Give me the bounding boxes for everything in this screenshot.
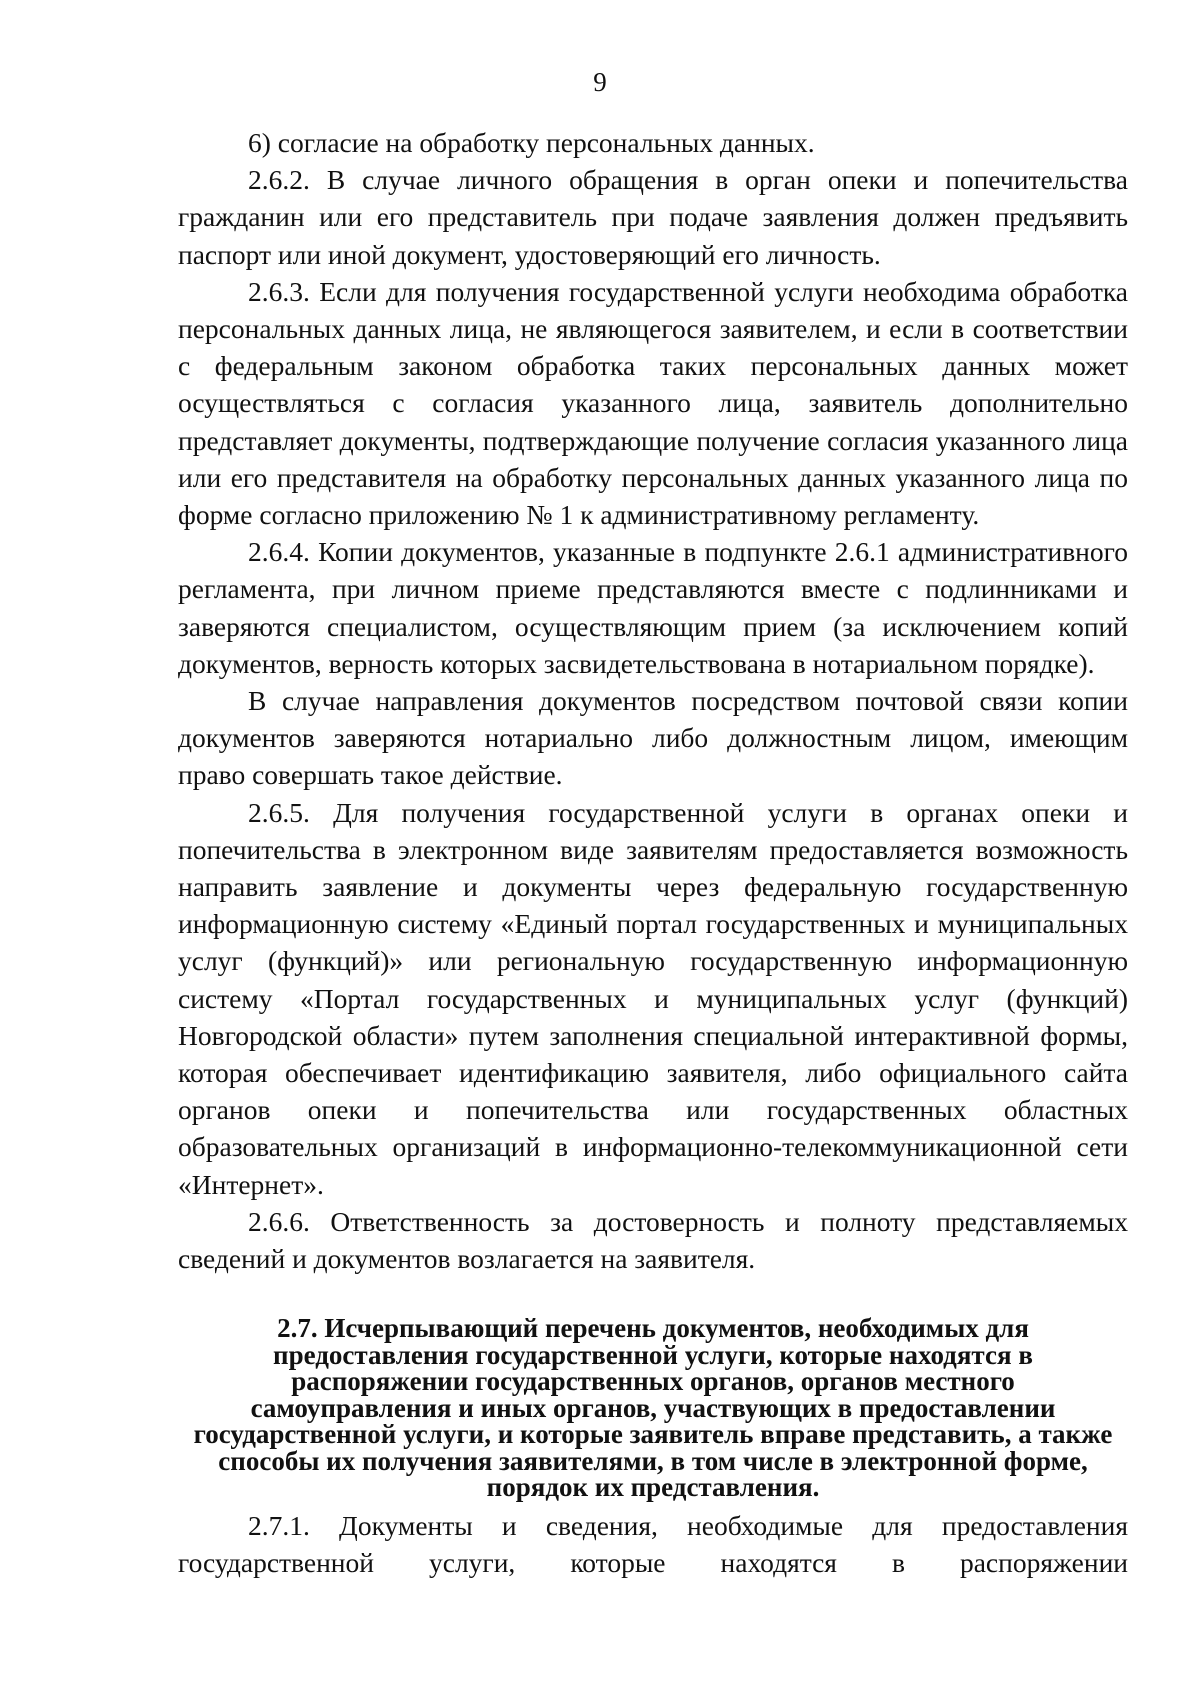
paragraph-2-7-1: 2.7.1. Документы и сведения, необходимые для предоставления государственной услуги, которые находятся в распоряжении — [178, 1509, 1128, 1578]
paragraph-2-6-5: 2.6.5. Для получения государственной услуги в органах опеки и попечительства в электронном виде заявителям предоставляется возможность направить заявление и документы через федеральную государственную информационную систему «Единый портал государственных и муниципальных услуг (функций)» или региональную государственную информационную систему «Портал государственных и муниципальных услуг (функций) Новгородской области» путем заполнения специальной интерактивной формы, которая обеспечивает идентификацию заявителя, либо официального сайта органов опеки и попечительства или государственных областных образовательных организаций в информационно-телекоммуникационной сети «Интернет». — [178, 796, 1128, 1200]
paragraph-postal-copies: В случае направления документов посредством почтовой связи копии документов заверяются нотариально либо должностным лицом, имеющим право совершать такое действие. — [178, 685, 1128, 791]
paragraph-2-6-6: 2.6.6. Ответственность за достоверность и полноту представляемых сведений и документов возлагается на заявителя. — [178, 1205, 1128, 1275]
paragraph-2-6-2: 2.6.2. В случае личного обращения в орган опеки и попечительства гражданин или его представитель при подаче заявления должен предъявить паспорт или иной документ, удостоверяющий его личность. — [178, 164, 1128, 270]
paragraph-2-6-3: 2.6.3. Если для получения государственной услуги необходима обработка персональных данных лица, не являющегося заявителем, и если в соответствии с федеральным законом обработка таких персональных данных может осуществляться с согласия указанного лица, заявитель дополнительно представляет документы, подтверждающие получение согласия указанного лица или его представителя на обработку персональных данных указанного лица по форме согласно приложению № 1 к административному регламенту. — [178, 275, 1128, 531]
page-number: 9 — [593, 67, 607, 97]
paragraph-2-6-4: 2.6.4. Копии документов, указанные в подпункте 2.6.1 административного регламента, при личном приеме представляются вместе с подлинниками и заверяются специалистом, осуществляющим прием (за исключением копий документов, верность которых засвидетельствована в нотариальном порядке). — [178, 536, 1128, 679]
document-body — [178, 124, 1128, 1581]
paragraph-consent-item: 6) согласие на обработку персональных данных. — [248, 127, 815, 158]
section-heading-2-7: 2.7. Исчерпывающий перечень документов, необходимых для предоставления государственной услуги, которые находятся в распоряжении государственных органов, органов местного самоуправления и иных органов, участвующих в предоставлении государственной услуги, и которые заявитель вправе представить, а также способы их получения заявителями, в том числе в электронной форме, порядок их представления. — [193, 1313, 1113, 1503]
